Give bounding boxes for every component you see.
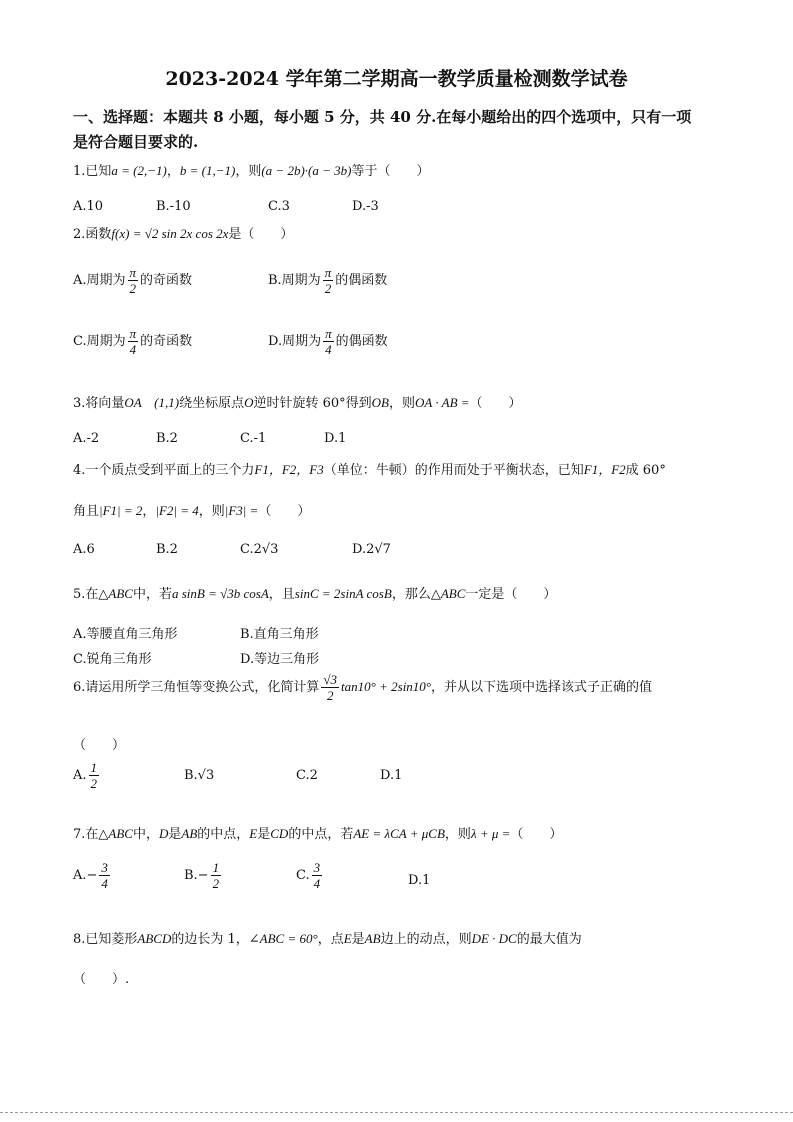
q5-mid: 中，若 (132, 587, 172, 602)
q2-option-a-pre: A.周期为 (73, 273, 126, 288)
q7-post: （ ） (510, 827, 563, 842)
question-3 (73, 392, 522, 411)
q7-mid6: ，则 (444, 827, 471, 842)
q7-segment-cd: CD (270, 826, 289, 841)
q6-option-d: D.1 (380, 768, 403, 783)
q5-condition-2: sinC = 2sinA cosB (294, 586, 392, 601)
q4-option-c: C.2√3 (240, 542, 279, 557)
question-7 (73, 823, 562, 842)
q4-line1-mid: （单位：牛顿）的作用而处于平衡状态，已知 (323, 463, 584, 478)
section-heading-line1: 一、选择题：本题共 8 小题，每小题 5 分，共 40 分.在每小题给出的四个选项中，只有一项 (73, 108, 692, 126)
q5-option-c: C.锐角三角形 (73, 652, 152, 667)
q8-angle: ∠ABC = 60° (248, 931, 318, 946)
q3-mid2: 逆时针旋转 60°得到 (253, 396, 372, 411)
q6-option-a-pre: A. (73, 768, 87, 783)
q8-segment-ab: AB (364, 931, 381, 946)
q1-option-a: A.10 (73, 199, 104, 214)
question-5 (73, 583, 556, 602)
q7-option-b-fraction (211, 860, 222, 891)
q4-option-d: D.2√7 (352, 542, 391, 557)
q2-option-d (268, 326, 388, 357)
q6-fraction (321, 672, 339, 703)
question-2 (73, 223, 293, 242)
q2-option-c-post: 的奇函数 (140, 334, 193, 349)
q1-pre: 1.已知 (73, 164, 112, 179)
question-4-line1 (73, 459, 666, 478)
q2-pre: 2.函数 (73, 227, 112, 242)
q4-line2-pre: 角且 (73, 504, 100, 519)
q7-mid3: 的中点， (197, 827, 250, 842)
q8-pre: 8.已知菱形 (73, 932, 138, 947)
fraction-denominator: 4 (101, 876, 108, 891)
fraction-denominator: 2 (129, 281, 137, 296)
q1-vector-a: a = (2,−1) (111, 163, 167, 178)
fraction-denominator: 4 (325, 342, 332, 357)
q1-mid: ，则 (235, 164, 262, 179)
q2-option-b (268, 265, 387, 296)
q7-option-b-pre: B.− (184, 868, 209, 883)
q6-post: ，并从以下选项中选择该式子正确的值 (431, 680, 653, 695)
question-8 (73, 928, 582, 947)
section-heading-line2: 是符合题目要求的. (73, 133, 199, 151)
q8-mid3: 是 (351, 932, 365, 947)
q5-triangle: △ABC (98, 586, 133, 601)
q7-option-d: D.1 (408, 873, 431, 888)
q1-option-d: D.-3 (352, 199, 379, 214)
q6-option-a-fraction (89, 760, 100, 791)
q4-ask: |F3| = (224, 503, 259, 518)
q6-option-a (73, 760, 101, 791)
q6-expression: tan10° + 2sin10° (341, 679, 431, 694)
q6-pre: 6.请运用所学三角恒等变换公式，化简计算 (73, 680, 320, 695)
q2-post: 是（ ） (228, 227, 294, 242)
q7-pre: 7.在 (73, 827, 99, 842)
question-1 (73, 160, 429, 179)
q7-segment-ab: AB (181, 826, 198, 841)
q8-mid4: 边上的动点，则 (380, 932, 472, 947)
q7-point-d: D (158, 826, 169, 841)
q6-option-c: C.2 (296, 768, 318, 783)
q1-option-c: C.3 (268, 199, 290, 214)
q8-post: 的最大值为 (516, 932, 582, 947)
q5-triangle-2: △ABC (430, 586, 466, 601)
q7-option-b (184, 860, 223, 891)
q2-option-d-pre: D.周期为 (268, 334, 322, 349)
q4-option-a: A.6 (73, 542, 95, 557)
q7-mid5: 的中点，若 (288, 827, 354, 842)
fraction-denominator: 2 (326, 688, 334, 703)
q2-option-b-pre: B.周期为 (268, 273, 321, 288)
q2-option-c-pre: C.周期为 (73, 334, 126, 349)
fraction-denominator: 2 (212, 876, 220, 891)
q3-mid: 绕坐标原点 (179, 396, 245, 411)
fraction-numerator: 3 (101, 860, 108, 875)
q5-post: 一定是（ ） (465, 587, 557, 602)
fraction-denominator: 2 (90, 776, 98, 791)
q2-option-a-post: 的奇函数 (140, 273, 193, 288)
q7-option-a-pre: A.− (73, 868, 98, 883)
q4-option-b: B.2 (156, 542, 178, 557)
fraction-denominator: 4 (129, 342, 137, 357)
fraction-denominator: 4 (313, 876, 321, 891)
q3-mid3: ，则 (389, 396, 416, 411)
fraction-numerator: √3 (323, 672, 338, 687)
q7-mid4: 是 (257, 827, 271, 842)
q3-point: (1,1) (154, 395, 180, 410)
fraction-numerator: π (129, 326, 137, 341)
q4-sep: ， (142, 504, 156, 519)
q5-mid2: ，且 (268, 587, 295, 602)
fraction-numerator: π (324, 265, 332, 280)
q3-expression: OA · AB = (415, 395, 470, 410)
q5-option-a: A.等腰直角三角形 (73, 627, 178, 642)
q7-option-a-fraction (99, 860, 110, 891)
q2-option-b-post: 的偶函数 (335, 273, 388, 288)
q2-option-a (73, 265, 192, 296)
q7-option-c (296, 860, 324, 891)
page-title: 2023-2024 学年第二学期高一教学质量检测数学试卷 (165, 68, 628, 90)
q1-expression: (a − 2b)·(a − 3b) (261, 163, 352, 178)
q3-vector-oa: OA (124, 395, 142, 410)
q4-condition-1: |F1| = 2 (99, 503, 143, 518)
q7-triangle: △ABC (98, 826, 133, 841)
q4-forces: F1，F2，F3 (254, 462, 324, 477)
q3-option-a: A.-2 (73, 431, 100, 446)
fraction-denominator: 2 (324, 281, 332, 296)
q4-condition-2: |F2| = 4 (155, 503, 199, 518)
q1-sep: ， (166, 164, 180, 179)
q3-option-c: C.-1 (240, 431, 267, 446)
q2-option-c (73, 326, 192, 357)
q8-point-e: E (343, 931, 352, 946)
q7-ask: λ + μ = (470, 826, 511, 841)
q5-mid3: ，那么 (391, 587, 431, 602)
q7-mid: 中， (132, 827, 159, 842)
fraction-numerator: π (129, 265, 137, 280)
q4-line1-pre: 4.一个质点受到平面上的三个力 (73, 463, 255, 478)
q2-option-a-fraction (128, 265, 139, 296)
q3-option-b: B.2 (156, 431, 178, 446)
q5-condition-1: a sinB = √3b cosA (171, 586, 269, 601)
q3-post: （ ） (469, 396, 522, 411)
q7-option-c-fraction (312, 860, 323, 891)
q5-option-d: D.等边三角形 (240, 652, 320, 667)
question-4-line2 (73, 500, 310, 519)
q7-option-a (73, 860, 112, 891)
fraction-numerator: π (325, 326, 332, 341)
q3-vector-ob: OB (371, 395, 390, 410)
q3-origin: O (244, 395, 254, 410)
q8-paren: （ ）. (73, 972, 130, 987)
q2-option-c-fraction (128, 326, 139, 357)
q6-paren: （ ） (73, 738, 126, 753)
q4-f1-f2: F1，F2 (583, 462, 626, 477)
q4-line1-post: 成 60° (625, 463, 666, 478)
q7-expression: AE = λCA + μCB (353, 826, 445, 841)
page-bottom-divider (0, 1112, 793, 1113)
q2-option-d-fraction (323, 326, 334, 357)
q2-expression: f(x) = √2 sin 2x cos 2x (111, 226, 229, 241)
q7-point-e: E (249, 826, 258, 841)
fraction-numerator: 3 (313, 860, 321, 875)
fraction-numerator: 1 (212, 860, 220, 875)
q3-pre: 3.将向量 (73, 396, 125, 411)
q4-line2-mid: ，则 (198, 504, 225, 519)
q8-mid: 的边长为 1， (171, 932, 249, 947)
fraction-numerator: 1 (90, 760, 98, 775)
q5-option-b: B.直角三角形 (240, 627, 319, 642)
question-6 (73, 672, 652, 703)
q3-option-d: D.1 (324, 431, 347, 446)
q8-mid2: ，点 (317, 932, 344, 947)
q4-line2-post: （ ） (258, 504, 311, 519)
q2-option-b-fraction (323, 265, 334, 296)
q7-mid2: 是 (168, 827, 182, 842)
q7-option-c-pre: C. (296, 868, 310, 883)
q1-post: 等于（ ） (351, 164, 430, 179)
q5-pre: 5.在 (73, 587, 99, 602)
q2-option-d-post: 的偶函数 (335, 334, 388, 349)
q8-expression: DE · DC (471, 931, 517, 946)
q8-rhombus: ABCD (137, 931, 172, 946)
q1-vector-b: b = (1,−1) (179, 163, 236, 178)
q6-option-b: B.√3 (184, 768, 215, 783)
q1-option-b: B.-10 (156, 199, 191, 214)
